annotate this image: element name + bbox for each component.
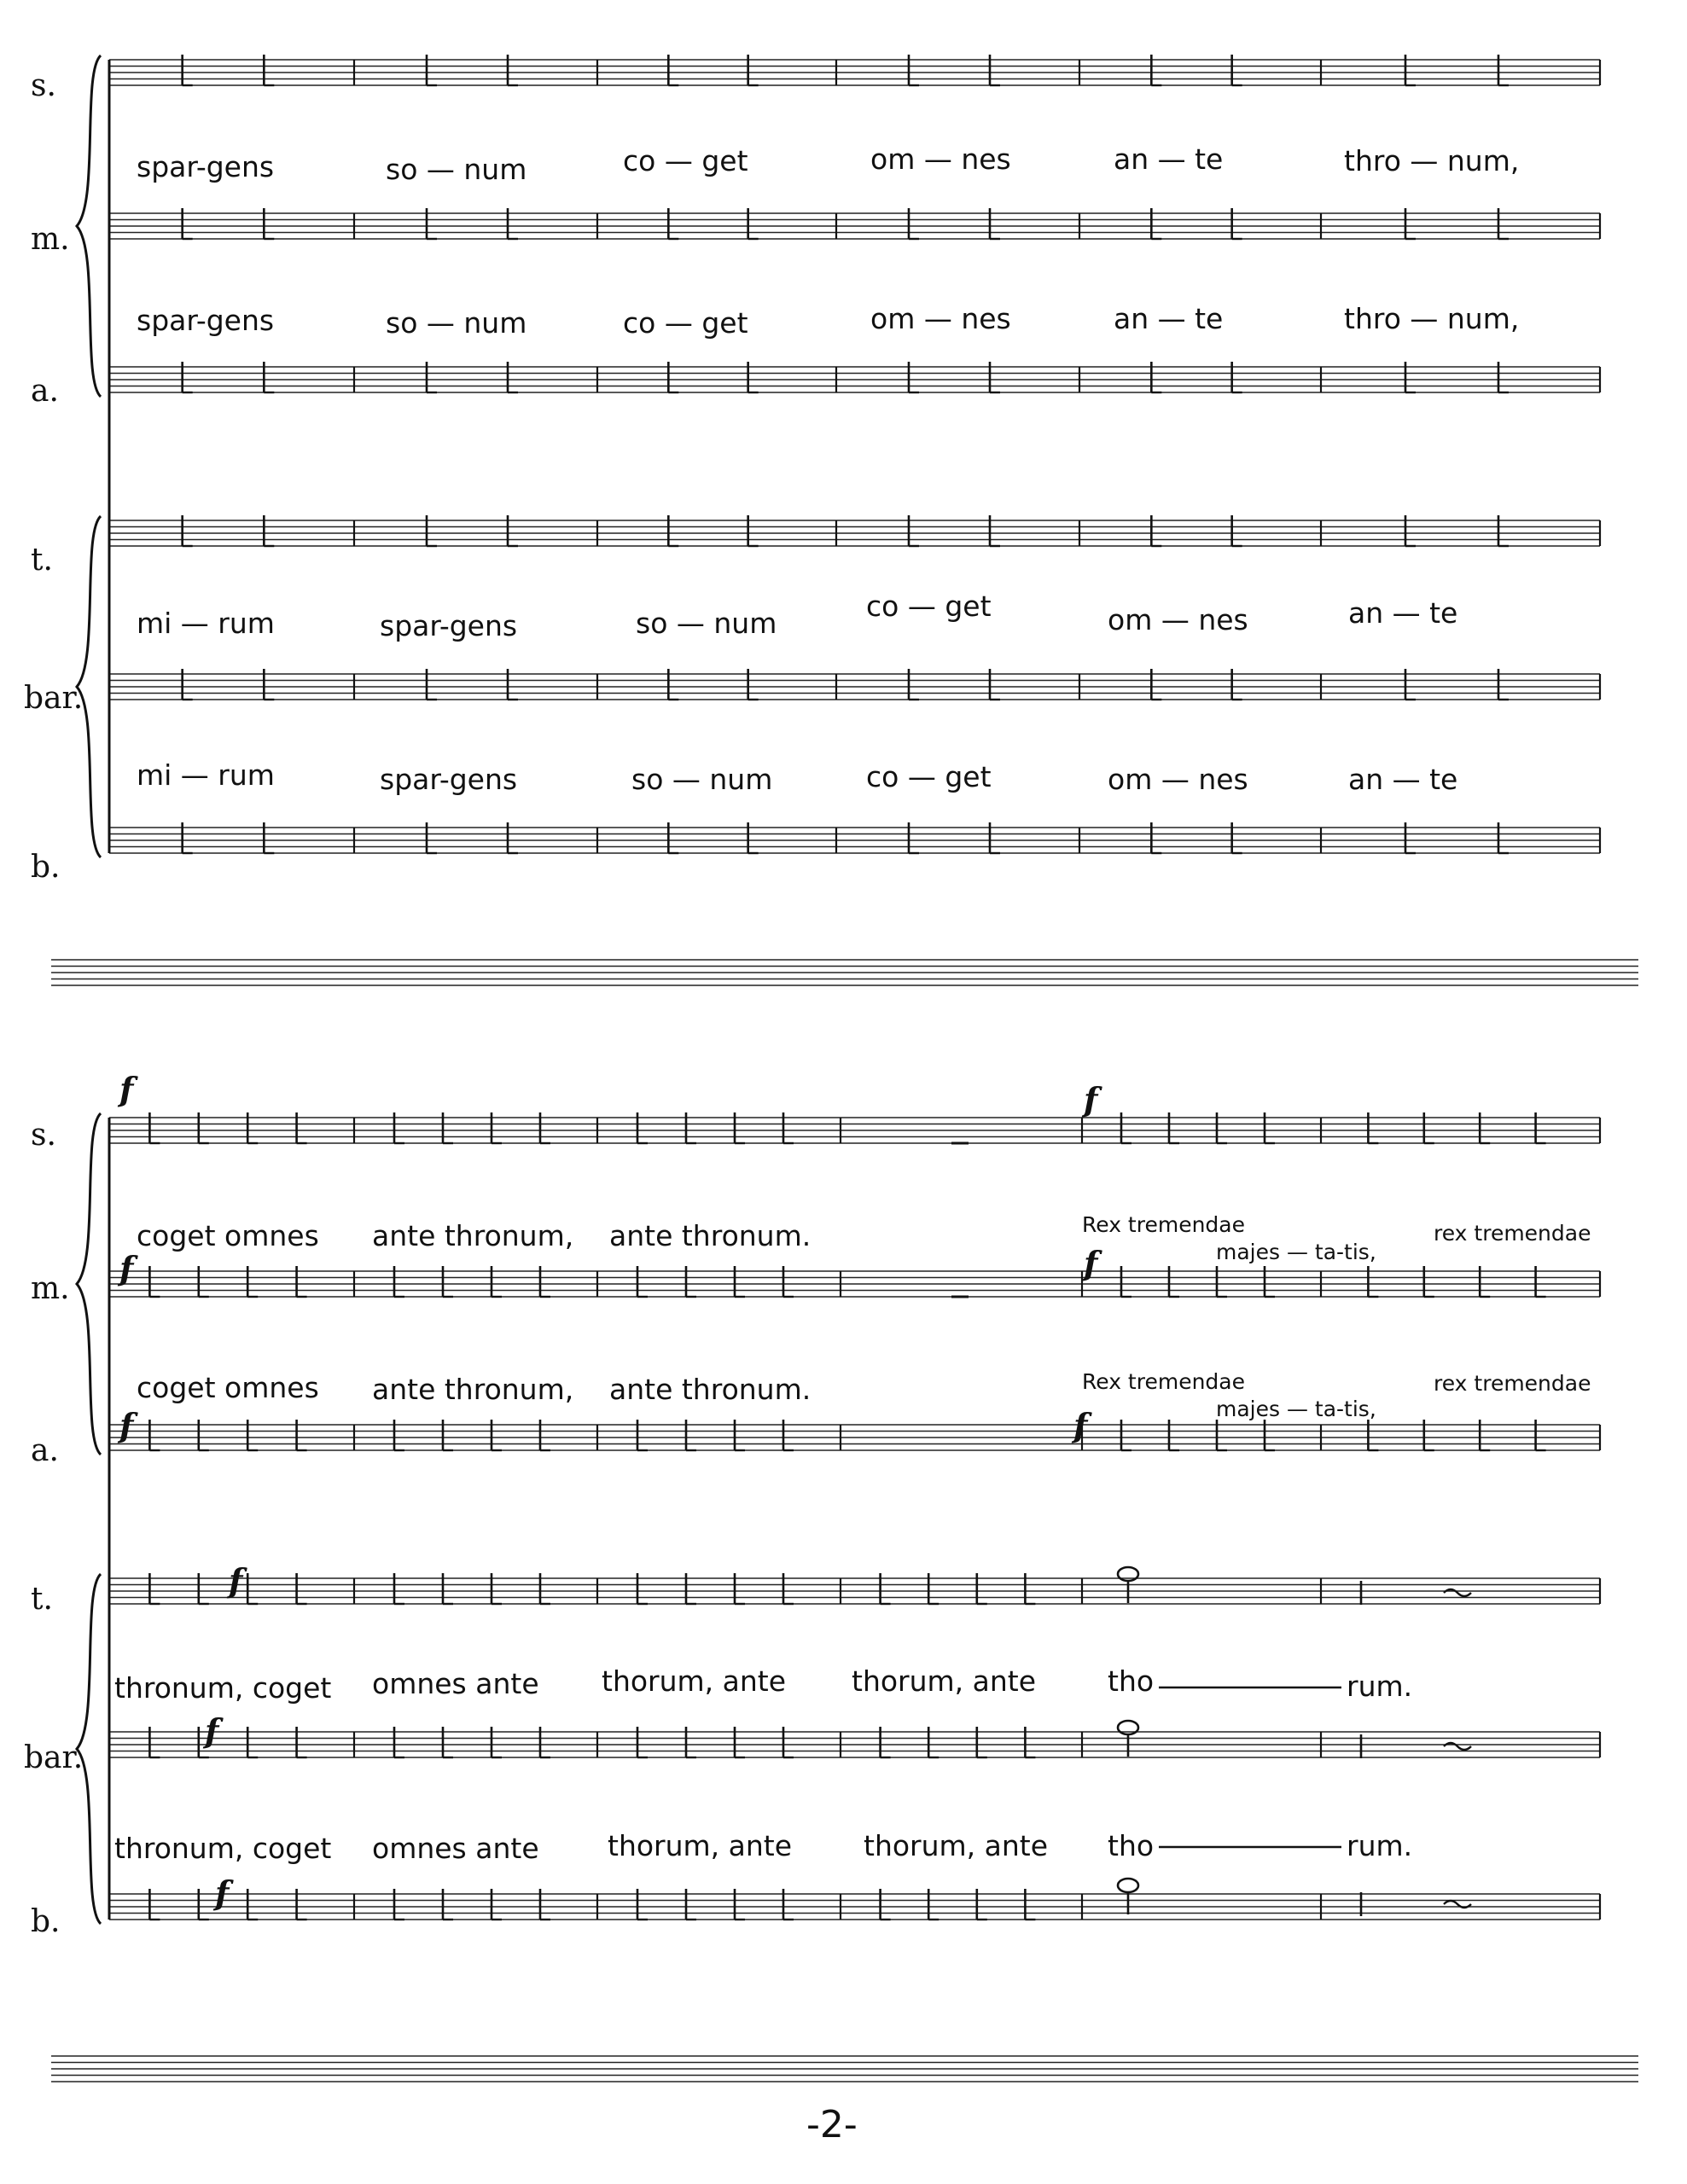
lyric: co — get bbox=[623, 144, 748, 177]
braces bbox=[77, 55, 101, 1924]
brace bbox=[77, 1113, 101, 1455]
lyric: ante thronum, bbox=[372, 1219, 574, 1252]
lyric: thronum, coget bbox=[114, 1671, 332, 1705]
voice-label-m: m. bbox=[31, 222, 70, 257]
dynamic-mark: f bbox=[1073, 1406, 1088, 1444]
lyric: ante thronum. bbox=[609, 1219, 812, 1252]
lyric: coget omnes bbox=[137, 1219, 319, 1252]
voice-label-bar: bar. bbox=[24, 681, 84, 716]
note-marks bbox=[149, 55, 1545, 1920]
voice-label-b-2: b. bbox=[31, 1904, 61, 1939]
lyric: Rex tremendae bbox=[1082, 1212, 1245, 1237]
lyric: om — nes bbox=[870, 302, 1011, 335]
brace bbox=[77, 55, 101, 397]
lyric: Rex tremendae bbox=[1082, 1369, 1245, 1394]
dynamic-mark: f bbox=[229, 1561, 243, 1600]
dynamic-mark: f bbox=[215, 1873, 230, 1912]
dynamic-mark: f bbox=[1084, 1244, 1098, 1282]
lyric: ante thronum, bbox=[372, 1373, 574, 1406]
lyric: an — te bbox=[1114, 142, 1224, 176]
lyric: rex tremendae bbox=[1434, 1221, 1591, 1246]
lyric: so — num bbox=[631, 763, 773, 796]
lyric: an — te bbox=[1348, 763, 1458, 796]
lyric: thorum, ante bbox=[608, 1829, 793, 1862]
lyric: thro — num, bbox=[1344, 144, 1520, 177]
voice-label-bar-2: bar. bbox=[24, 1740, 84, 1775]
lyric: co — get bbox=[866, 590, 992, 623]
lyric: om — nes bbox=[1108, 763, 1248, 796]
voice-label-m-2: m. bbox=[31, 1271, 70, 1306]
lyric: tho bbox=[1108, 1829, 1155, 1862]
page-number: -2- bbox=[806, 2103, 858, 2146]
lyric: mi — rum bbox=[137, 758, 275, 792]
lyric: thorum, ante bbox=[602, 1664, 787, 1698]
lyric: ante thronum. bbox=[609, 1373, 812, 1406]
lyric: so — num bbox=[386, 306, 527, 340]
voice-label-s: s. bbox=[31, 68, 56, 103]
lyric: so — num bbox=[386, 153, 527, 186]
lyric: thorum, ante bbox=[852, 1664, 1037, 1698]
staff-lines bbox=[51, 60, 1638, 2082]
dynamic-mark: f bbox=[119, 1070, 134, 1108]
lyric: spar-gens bbox=[380, 609, 518, 642]
lyric: co — get bbox=[623, 306, 748, 340]
lyric: thronum, coget bbox=[114, 1832, 332, 1865]
lyric: majes — ta-tis, bbox=[1216, 1397, 1376, 1421]
dynamic-mark: f bbox=[119, 1249, 134, 1287]
voice-label-t: t. bbox=[31, 543, 53, 578]
lyric: an — te bbox=[1348, 596, 1458, 630]
lyric: spar-gens bbox=[137, 304, 275, 337]
voice-label-s-2: s. bbox=[31, 1118, 56, 1153]
lyric: thorum, ante bbox=[864, 1829, 1049, 1862]
lyric: omnes ante bbox=[372, 1667, 539, 1700]
voice-label-a-2: a. bbox=[31, 1433, 59, 1468]
dynamic-mark: f bbox=[119, 1406, 134, 1444]
lyric: so — num bbox=[636, 607, 777, 640]
barlines bbox=[109, 60, 1600, 1920]
lyric: mi — rum bbox=[137, 607, 275, 640]
lyric: rex tremendae bbox=[1434, 1371, 1591, 1396]
lyric: co — get bbox=[866, 760, 992, 793]
lyric: tho bbox=[1108, 1664, 1155, 1698]
voice-label-b: b. bbox=[31, 850, 61, 885]
dynamic-mark: f bbox=[205, 1711, 219, 1750]
voice-label-t-2: t. bbox=[31, 1582, 53, 1617]
lyric: spar-gens bbox=[137, 150, 275, 183]
lyric: rum. bbox=[1347, 1670, 1413, 1703]
lyric: omnes ante bbox=[372, 1832, 539, 1865]
lyric: rum. bbox=[1347, 1829, 1413, 1862]
whole-note bbox=[1118, 1879, 1138, 1892]
dynamic-mark: f bbox=[1084, 1080, 1098, 1118]
lyric: om — nes bbox=[870, 142, 1011, 176]
lyric: spar-gens bbox=[380, 763, 518, 796]
lyric: thro — num, bbox=[1344, 302, 1520, 335]
voice-label-a: a. bbox=[31, 374, 59, 409]
lyric: majes — ta-tis, bbox=[1216, 1240, 1376, 1264]
lyric: an — te bbox=[1114, 302, 1224, 335]
lyric: om — nes bbox=[1108, 603, 1248, 636]
lyric: coget omnes bbox=[137, 1371, 319, 1404]
